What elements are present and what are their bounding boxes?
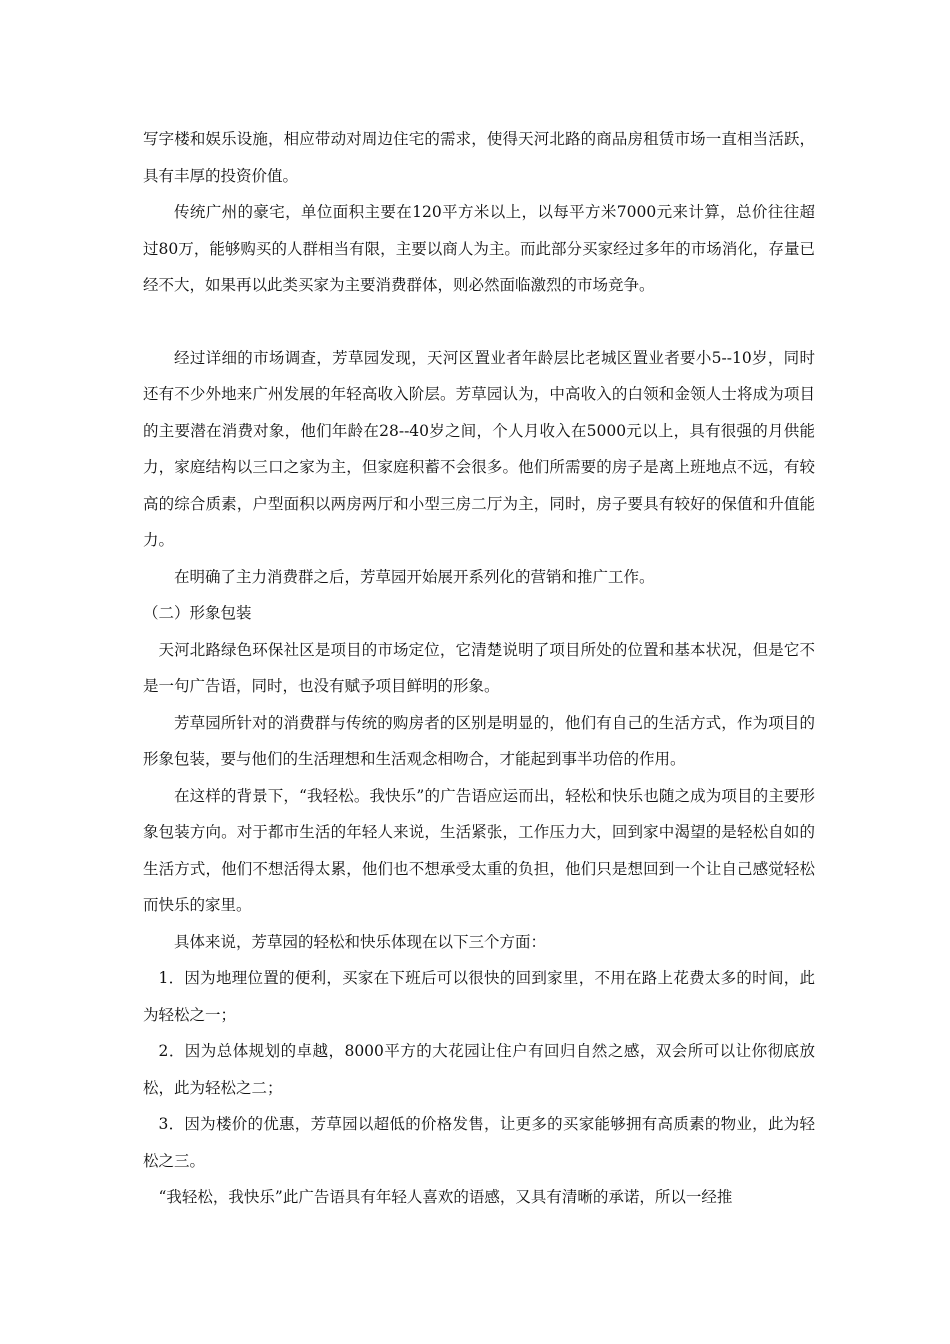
paragraph-target-consumers: 芳草园所针对的消费群与传统的购房者的区别是明显的，他们有自己的生活方式，作为项目的形象包装，要与他们的生活理想和生活观念相吻合，才能起到事半功倍的作用。 [143, 713, 815, 768]
paragraph-luxury-housing: 传统广州的豪宅，单位面积主要在120平方米以上，以每平方米7000元来计算，总价往往超过80万，能够购买的人群相当有限，主要以商人为主。而此部分买家经过多年的市场消化，存量已经不大，如果再以此类买家为主要消费群体，则必然面临激烈的市场竞争。 [143, 203, 815, 294]
section-heading-image-packaging: （二）形象包装 [143, 604, 252, 622]
list-item-3: 3．因为楼价的优惠，芳草园以超低的价格发售，让更多的买家能够拥有高质素的物业，此为轻松之三。 [143, 1115, 815, 1170]
list-item-1: 1．因为地理位置的便利，买家在下班后可以很快的回到家里，不用在路上花费太多的时间，此为轻松之一； [143, 969, 815, 1024]
document-body [143, 121, 815, 1216]
paragraph-slogan-summary: “我轻松，我快乐”此广告语具有年轻人喜欢的语感，又具有清晰的承诺，所以一经推 [158, 1188, 733, 1206]
paragraph-market-research: 经过详细的市场调查，芳草园发现，天河区置业者年龄层比老城区置业者要小5--10岁，同时还有不少外地来广州发展的年轻高收入阶层。芳草园认为，中高收入的白领和金领人士将成为项目的主要潜在消费对象，他们年龄在28--40岁之间，个人月收入在5000元以上，具有很强的月供能力，家庭结构以三口之家为主，但家庭积蓄不会很多。他们所需要的房子是离上班地点不远，有较高的综合质素，户型面积以两房两厅和小型三房二厅为主，同时，房子要具有较好的保值和升值能力。 [143, 348, 815, 549]
list-item-2: 2．因为总体规划的卓越，8000平方的大花园让住户有回归自然之感，双会所可以让你彻底放松，此为轻松之二； [143, 1042, 815, 1097]
paragraph-three-aspects-intro: 具体来说，芳草园的轻松和快乐体现在以下三个方面： [174, 932, 547, 951]
paragraph-gap [143, 304, 815, 340]
paragraph-market-positioning: 天河北路绿色环保社区是项目的市场定位，它清楚说明了项目所处的位置和基本状况，但是它不是一句广告语，同时，也没有赋予项目鲜明的形象。 [143, 640, 815, 695]
paragraph-slogan-origin: 在这样的背景下，“我轻松。我快乐”的广告语应运而出，轻松和快乐也随之成为项目的主要形象包装方向。对于都市生活的年轻人来说，生活紧张，工作压力大，回到家中渴望的是轻松自如的生活方式，他们不想活得太累，他们也不想承受太重的负担，他们只是想回到一个让自己感觉轻松而快乐的家里。 [143, 786, 815, 914]
paragraph-continuation: 写字楼和娱乐设施，相应带动对周边住宅的需求，使得天河北路的商品房租赁市场一直相当活跃，具有丰厚的投资价值。 [143, 130, 815, 185]
paragraph-marketing-start: 在明确了主力消费群之后，芳草园开始展开系列化的营销和推广工作。 [174, 567, 655, 586]
